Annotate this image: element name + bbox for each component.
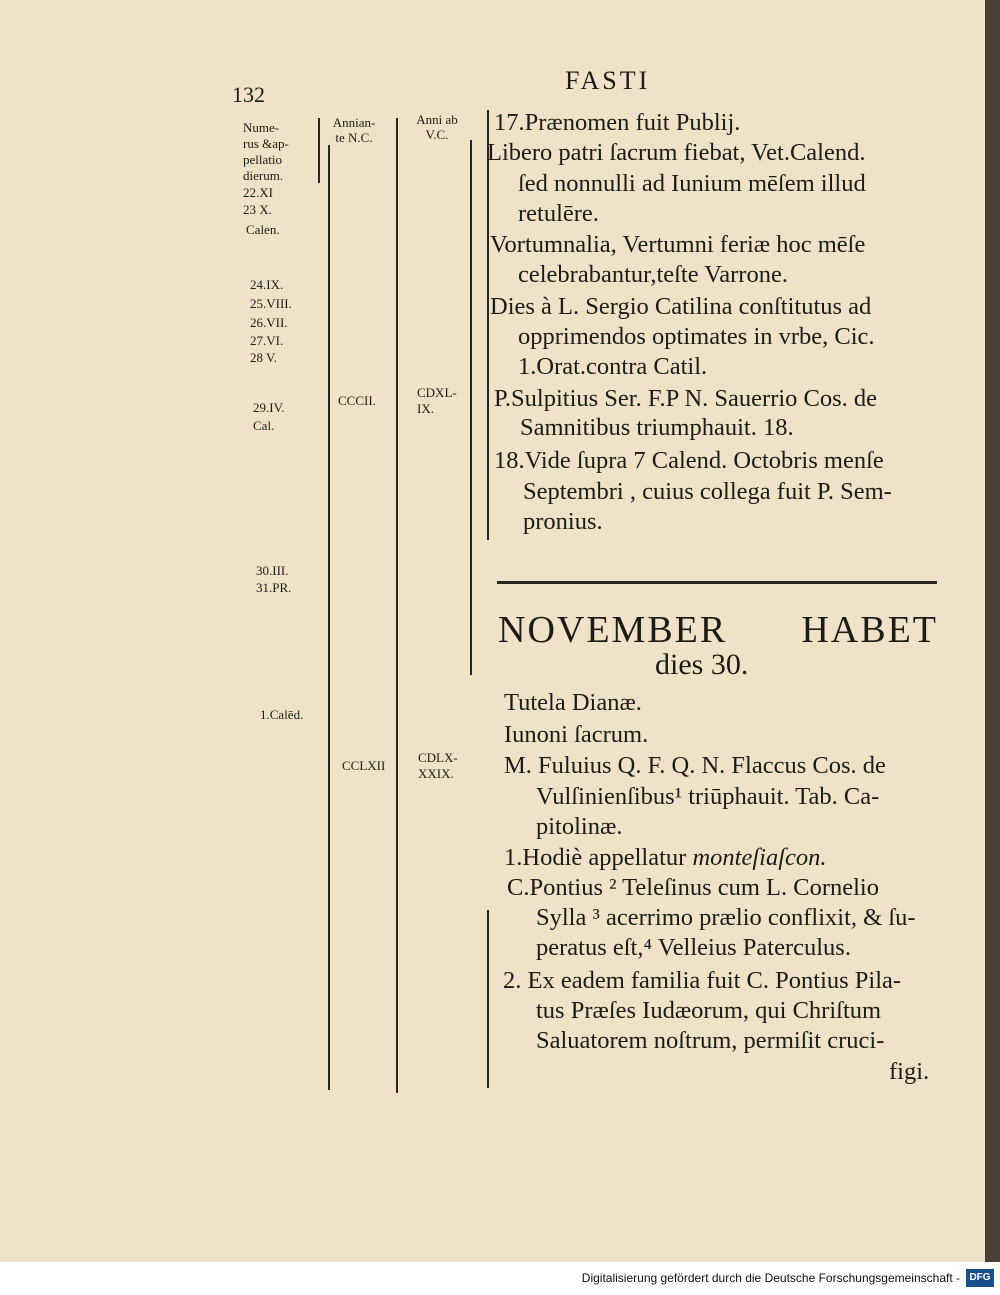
column-rule (487, 110, 489, 540)
year-line: XXIX. (418, 766, 454, 781)
col-header-line: Annian- (332, 115, 376, 130)
column-rule (487, 910, 489, 1088)
text-line: Libero patri ſacrum fiebat, Vet.Calend. (487, 139, 866, 166)
text-line: 1.Orat.contra Catil. (518, 353, 708, 380)
italic-place-name: monteſiaſcon. (692, 844, 827, 871)
day-label: 24.IX. (250, 277, 284, 292)
text-line: pronius. (523, 508, 603, 535)
text-line: pitolinæ. (536, 813, 623, 840)
footer-credit: Digitalisierung gefördert durch die Deutsche Forschungsgemeinschaft - (581, 1271, 960, 1285)
text-line: opprimendos optimates in vrbe, Cic. (518, 323, 875, 350)
text-line: Saluatorem noſtrum, permiſit cruci- (536, 1027, 885, 1054)
text-line: 18.Vide ſupra 7 Calend. Octobris menſe (494, 447, 884, 474)
year-line: IX. (417, 401, 434, 416)
text-line: Dies à L. Sergio Catilina conſtitutus ad (490, 293, 872, 320)
text-line: Vortumnalia, Vertumni feriæ hoc mēſe (490, 231, 866, 258)
text-line: peratus eſt,⁴ Velleius Paterculus. (536, 934, 851, 961)
page-number: 132 (232, 82, 265, 107)
text-line: celebrabantur,teſte Varrone. (518, 261, 788, 288)
day-label: 1.Calēd. (260, 707, 304, 722)
day-label: 30.III. (256, 563, 289, 578)
text-line: ſed nonnulli ad Iunium mēſem illud (518, 170, 866, 197)
text-line: tus Præſes Iudæorum, qui Chriſtum (536, 997, 882, 1024)
column-rule (318, 118, 320, 183)
column-rule (328, 145, 330, 1090)
text-line: Sylla ³ acerrimo prælio conflixit, & ſu- (536, 904, 916, 931)
day-label: 25.VIII. (250, 296, 292, 311)
text-line: 2. Ex eadem familia fuit C. Pontius Pila- (503, 967, 902, 994)
col-header-anni-ab (402, 112, 472, 142)
section-divider (497, 581, 937, 584)
col-header-anniani (326, 115, 382, 145)
dfg-logo: DFG (966, 1269, 994, 1287)
day-label: 29.IV. (253, 400, 285, 415)
day-label: 23 X. (243, 202, 272, 217)
book-spine-edge (985, 0, 1000, 1262)
text-line: Iunoni ſacrum. (504, 721, 649, 748)
col-header-line: te N.C. (335, 130, 373, 145)
text-line: Vulſinienſibus¹ triūphauit. Tab. Ca- (536, 783, 880, 810)
text-line: 17.Prænomen fuit Publij. (494, 109, 741, 136)
day-label: 26.VII. (250, 315, 288, 330)
col-header-line: Nume- (243, 120, 280, 135)
running-head: FASTI (565, 66, 651, 95)
text-line: M. Fuluius Q. F. Q. N. Flaccus Cos. de (504, 752, 886, 779)
section-title: NOVEMBER HABET (498, 609, 938, 651)
text-span: 1.Hodiè appellatur (504, 844, 693, 871)
text-line: retulēre. (518, 200, 599, 227)
year-anniani: CCCII. (338, 393, 376, 408)
year-anniani: CCLXII (342, 758, 386, 773)
year-line: CDLX- (418, 750, 458, 765)
day-label: 28 V. (250, 350, 277, 365)
col-header-line: Anni ab (416, 112, 458, 127)
year-anni-ab (418, 750, 458, 782)
day-label: Calen. (246, 222, 280, 237)
text-line: P.Sulpitius Ser. F.P N. Sauerrio Cos. de (494, 385, 878, 412)
day-label: 27.VI. (250, 333, 284, 348)
section-subtitle: dies 30. (655, 648, 749, 681)
column-rule (470, 140, 472, 675)
day-label: 31.PR. (256, 580, 292, 595)
text-line (504, 843, 827, 873)
col-header-line: pellatio (243, 152, 282, 167)
text-line: Tutela Dianæ. (504, 689, 642, 716)
text-line: C.Pontius ² Teleſinus cum L. Cornelio (507, 874, 879, 901)
year-anni-ab (417, 385, 457, 417)
col-header-line: dierum. (243, 168, 284, 183)
year-line: CDXL- (417, 385, 457, 400)
footer-bar (0, 1262, 1000, 1295)
text-line: Samnitibus triumphauit. 18. (520, 414, 794, 441)
catchword: figi. (889, 1058, 930, 1085)
day-label: Cal. (253, 418, 275, 433)
col-header-line: rus &ap- (243, 136, 289, 151)
col-header-line: V.C. (425, 127, 449, 142)
text-line: Septembri , cuius collega fuit P. Sem- (523, 478, 892, 505)
column-rule (396, 118, 398, 1093)
day-label: 22.XI (243, 185, 273, 200)
col-header-numerus (243, 120, 289, 184)
